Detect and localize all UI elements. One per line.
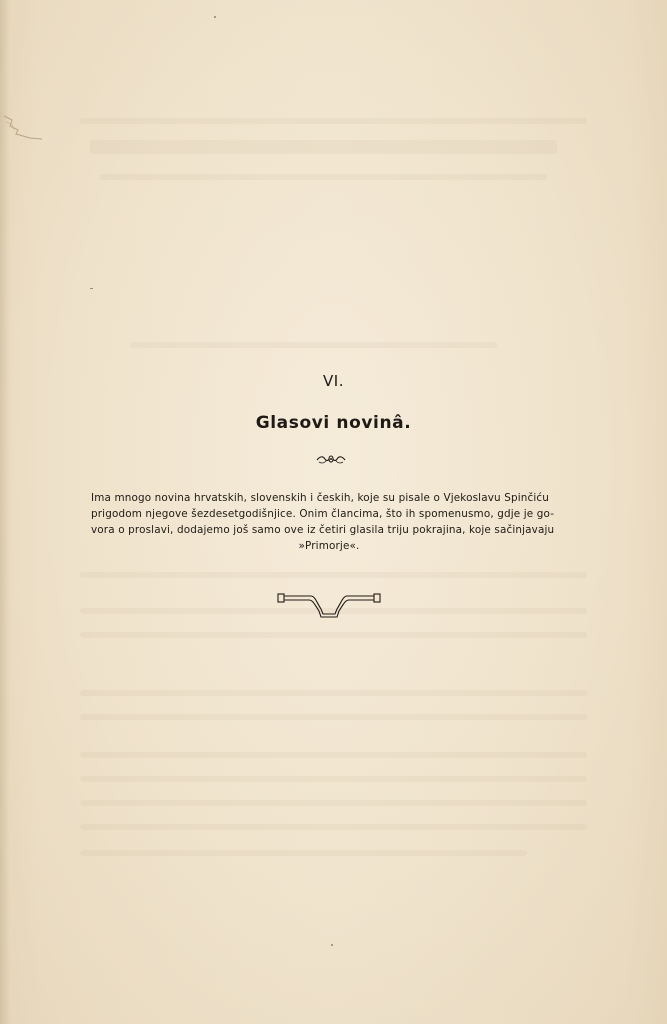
bleed-through-line [90, 140, 557, 154]
bleed-through-line [80, 752, 587, 758]
torn-edge-icon [2, 112, 42, 142]
paper-speck [90, 288, 93, 289]
vignette-scroll-icon [316, 453, 346, 467]
paper-speck [331, 944, 333, 946]
bleed-through-line [80, 632, 587, 638]
bleed-through-line [80, 850, 527, 856]
bleed-through-line [80, 800, 587, 806]
body-line: Ima mnogo novina hrvatskih, slovenskih i českih, koje su pisale o Vjekoslavu Spinčiću [91, 492, 549, 504]
bleed-through-line [80, 118, 587, 124]
bleed-through-line [80, 572, 587, 578]
body-line: prigodom njegove šezdesetgodišnjice. Onim člancima, što ih spomenusmo, gdje je go- [91, 508, 555, 520]
bleed-through-line [130, 342, 497, 348]
end-bar-ornament-icon [277, 591, 381, 619]
chapter-title: Glasovi novinâ. [255, 413, 412, 433]
body-line: »Primorje«. [298, 540, 360, 552]
chapter-number: VI. [323, 372, 344, 390]
body-paragraph [91, 490, 567, 554]
bleed-through-line [80, 776, 587, 782]
page-left-edge-shadow [0, 0, 10, 1024]
bleed-through-line [100, 174, 547, 180]
bleed-through-line [80, 824, 587, 830]
paper-speck [214, 16, 216, 18]
bleed-through-line [80, 714, 587, 720]
bleed-through-line [80, 690, 587, 696]
body-line: vora o proslavi, dodajemo još samo ove iz četiri glasila triju pokrajina, koje sačinjavaju [91, 524, 555, 536]
